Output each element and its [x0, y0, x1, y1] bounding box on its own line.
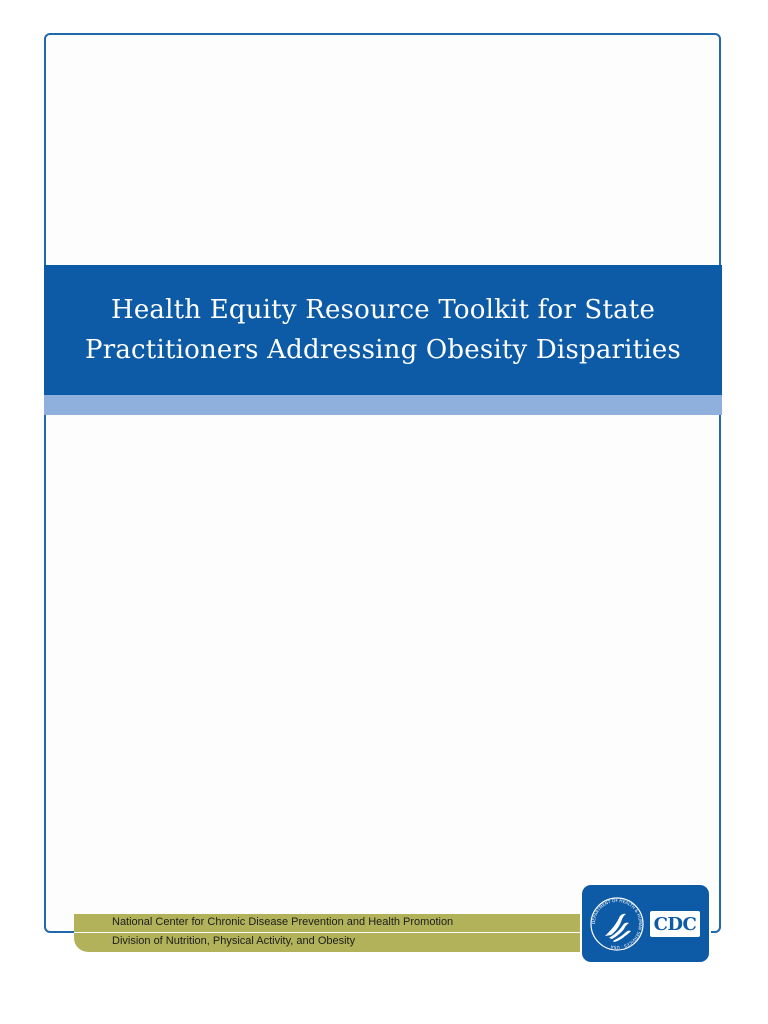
cdc-logo — [582, 885, 709, 962]
footer-divider — [74, 932, 614, 933]
accent-band — [44, 395, 722, 415]
footer-center-name: National Center for Chronic Disease Prevention and Health Promotion — [112, 916, 454, 928]
cdc-wordmark-text: CDC — [653, 913, 697, 935]
seal-text: DEPARTMENT OF HEALTH & HUMAN SERVICES · USA — [590, 897, 644, 951]
title-band — [44, 265, 722, 395]
footer-bar — [74, 914, 614, 952]
hhs-seal-icon — [589, 896, 645, 952]
cdc-wordmark — [650, 911, 700, 937]
title-line-2: Practitioners Addressing Obesity Disparities — [85, 335, 681, 365]
title-line-1: Health Equity Resource Toolkit for State — [110, 295, 656, 325]
cover-frame — [44, 33, 721, 933]
footer-division-name: Division of Nutrition, Physical Activity, and Obesity — [112, 935, 356, 947]
